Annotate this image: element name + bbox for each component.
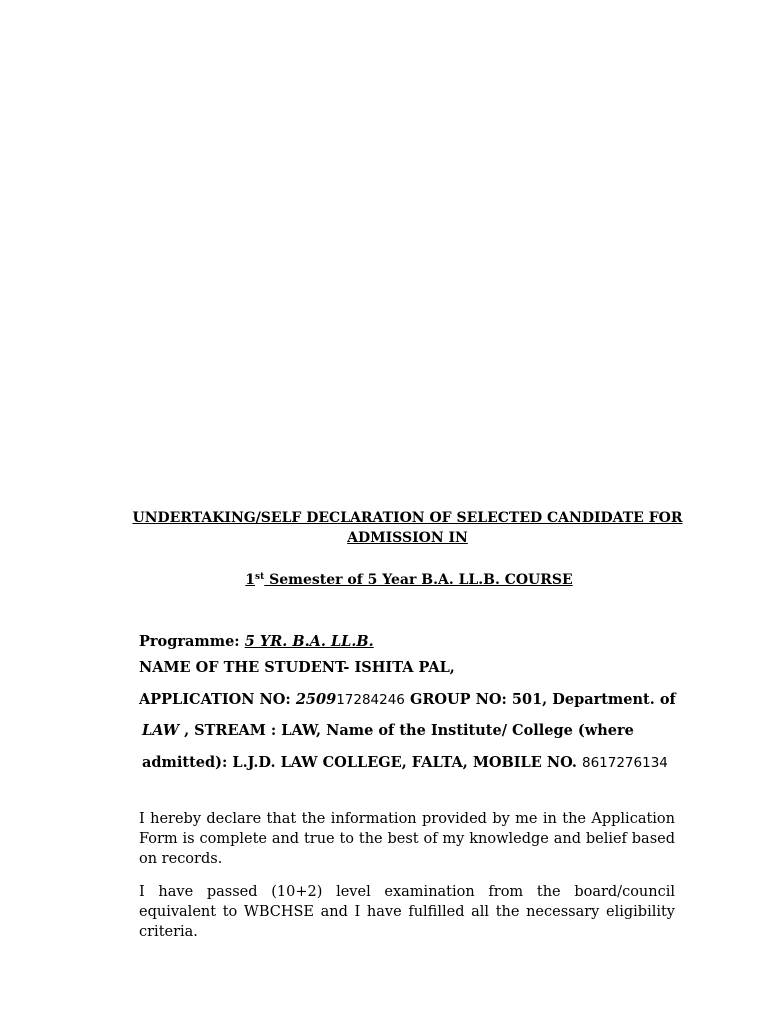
application-line [139,690,676,710]
department-stream-line [142,721,634,741]
stream-institute-text: , STREAM : LAW, Name of the Institute/ College (where [179,722,634,739]
admitted-college-line [142,753,668,773]
declaration-title-line2: ADMISSION IN [347,530,468,546]
programme-line [139,632,374,652]
application-number-rest: 17284246 [336,692,405,708]
application-number-prefix: 2509 [295,691,337,708]
student-name-line: NAME OF THE STUDENT- ISHITA PAL, [139,659,455,676]
department-value: LAW [142,722,180,739]
programme-value: 5 YR. B.A. LL.B. [244,633,374,650]
semester-text: Semester of 5 Year B.A. LL.B. COURSE [264,572,573,588]
declaration-paragraph-1: I hereby declare that the information provided by me in the Application Form is complete and true to the best of my knowledge and belief based on records. [139,811,675,867]
group-department-text: GROUP NO: 501, Department. of [404,691,676,708]
semester-number: 1 [245,572,256,588]
declaration-title-line1: UNDERTAKING/SELF DECLARATION OF SELECTED CANDIDATE FOR [132,510,683,526]
admitted-college-text: admitted): L.J.D. LAW COLLEGE, FALTA, MOBILE NO. [142,754,582,771]
mobile-number: 8617276134 [581,755,668,771]
application-label: APPLICATION NO: [139,691,296,708]
declaration-title [130,508,685,548]
semester-heading [0,570,768,590]
programme-label: Programme: [139,633,245,650]
declaration-paragraph-2: I have passed (10+2) level examination from the board/council equivalent to WBCHSE and I have fulfilled all the necessary eligibility criteria. [139,884,675,940]
semester-suffix: st [255,572,265,582]
